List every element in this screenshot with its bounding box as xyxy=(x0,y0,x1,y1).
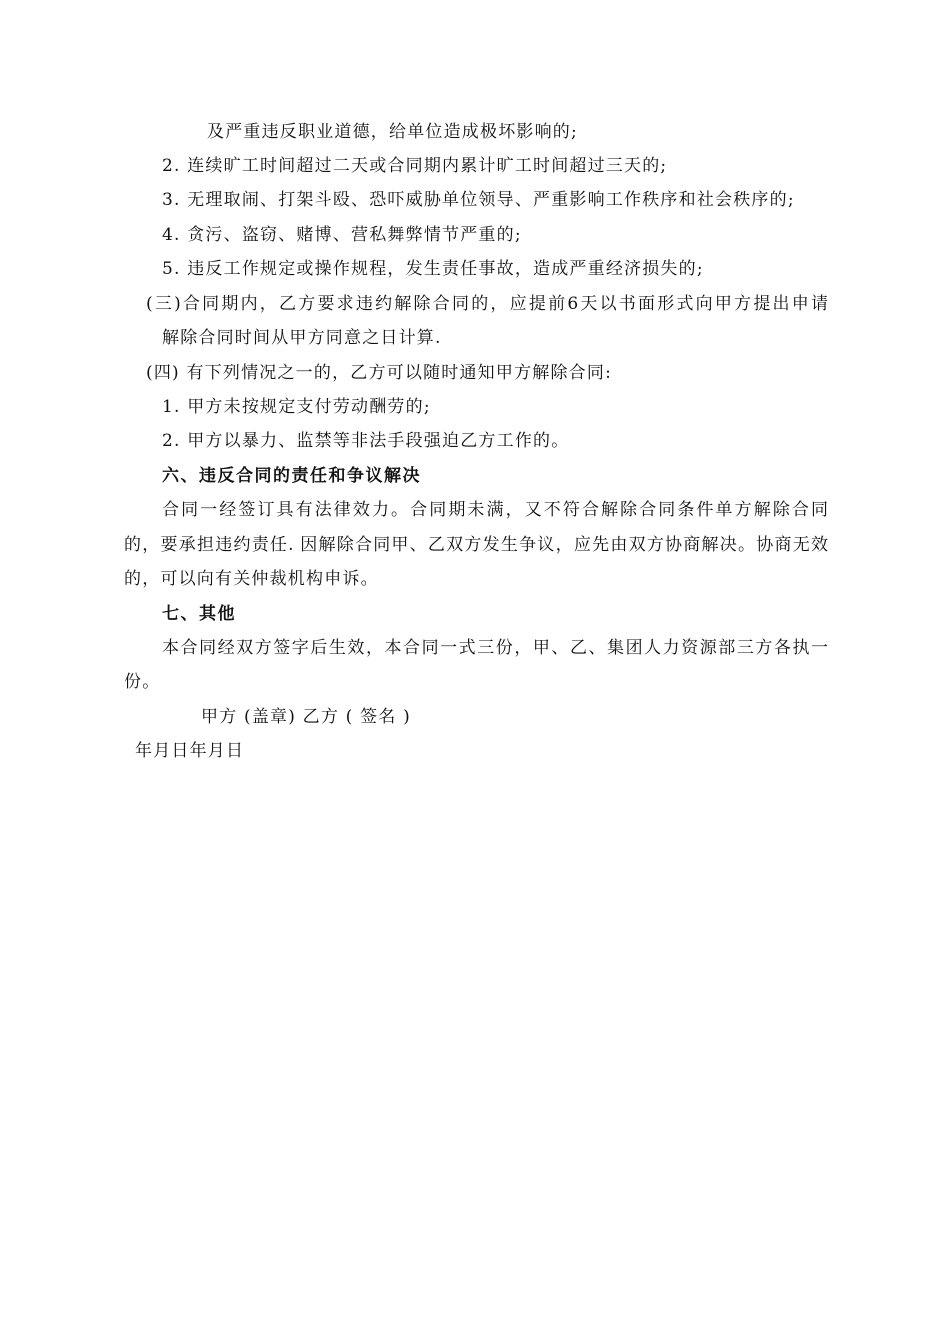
date-line: 年月日年月日 xyxy=(135,741,245,761)
clause-line: 解除合同时间从甲方同意之日计算. xyxy=(162,328,442,348)
clause-item: 3. 无理取闹、打架斗殴、恐吓威胁单位领导、严重影响工作秩序和社会秩序的; xyxy=(162,190,795,210)
body-paragraph: 的，可以向有关仲裁机构申诉。 xyxy=(124,569,379,589)
clause-item: 5. 违反工作规定或操作规程，发生责任事故，造成严重经济损失的; xyxy=(162,259,704,279)
clause-item: 2. 甲方以暴力、监禁等非法手段强迫乙方工作的。 xyxy=(162,431,570,451)
clause-line: 及严重违反职业道德，给单位造成极坏影响的; xyxy=(207,122,578,142)
clause-paragraph: (三)合同期内，乙方要求违约解除合同的，应提前6天以书面形式向甲方提出申请 xyxy=(146,294,828,314)
section-heading: 六、违反合同的责任和争议解决 xyxy=(162,466,421,486)
body-paragraph: 的，要承担违约责任. 因解除合同甲、乙双方发生争议，应先由双方协商解决。协商无效 xyxy=(124,535,828,555)
clause-item: 1. 甲方未按规定支付劳动酬劳的; xyxy=(162,397,431,417)
signature-line: 甲方 (盖章) 乙方 ( 签名 ) xyxy=(201,707,411,727)
body-paragraph: 份。 xyxy=(124,672,161,692)
body-paragraph: 本合同经双方签字后生效，本合同一式三份，甲、乙、集团人力资源部三方各执一 xyxy=(162,638,828,658)
clause-item: 2. 连续旷工时间超过二天或合同期内累计旷工时间超过三天的; xyxy=(162,156,668,176)
section-heading: 七、其他 xyxy=(162,604,236,624)
body-paragraph: 合同一经签订具有法律效力。合同期未满，又不符合解除合同条件单方解除合同 xyxy=(162,500,828,520)
clause-paragraph: (四) 有下列情况之一的，乙方可以随时通知甲方解除合同: xyxy=(146,363,612,383)
clause-item: 4. 贪污、盗窃、赌博、营私舞弊情节严重的; xyxy=(162,225,522,245)
